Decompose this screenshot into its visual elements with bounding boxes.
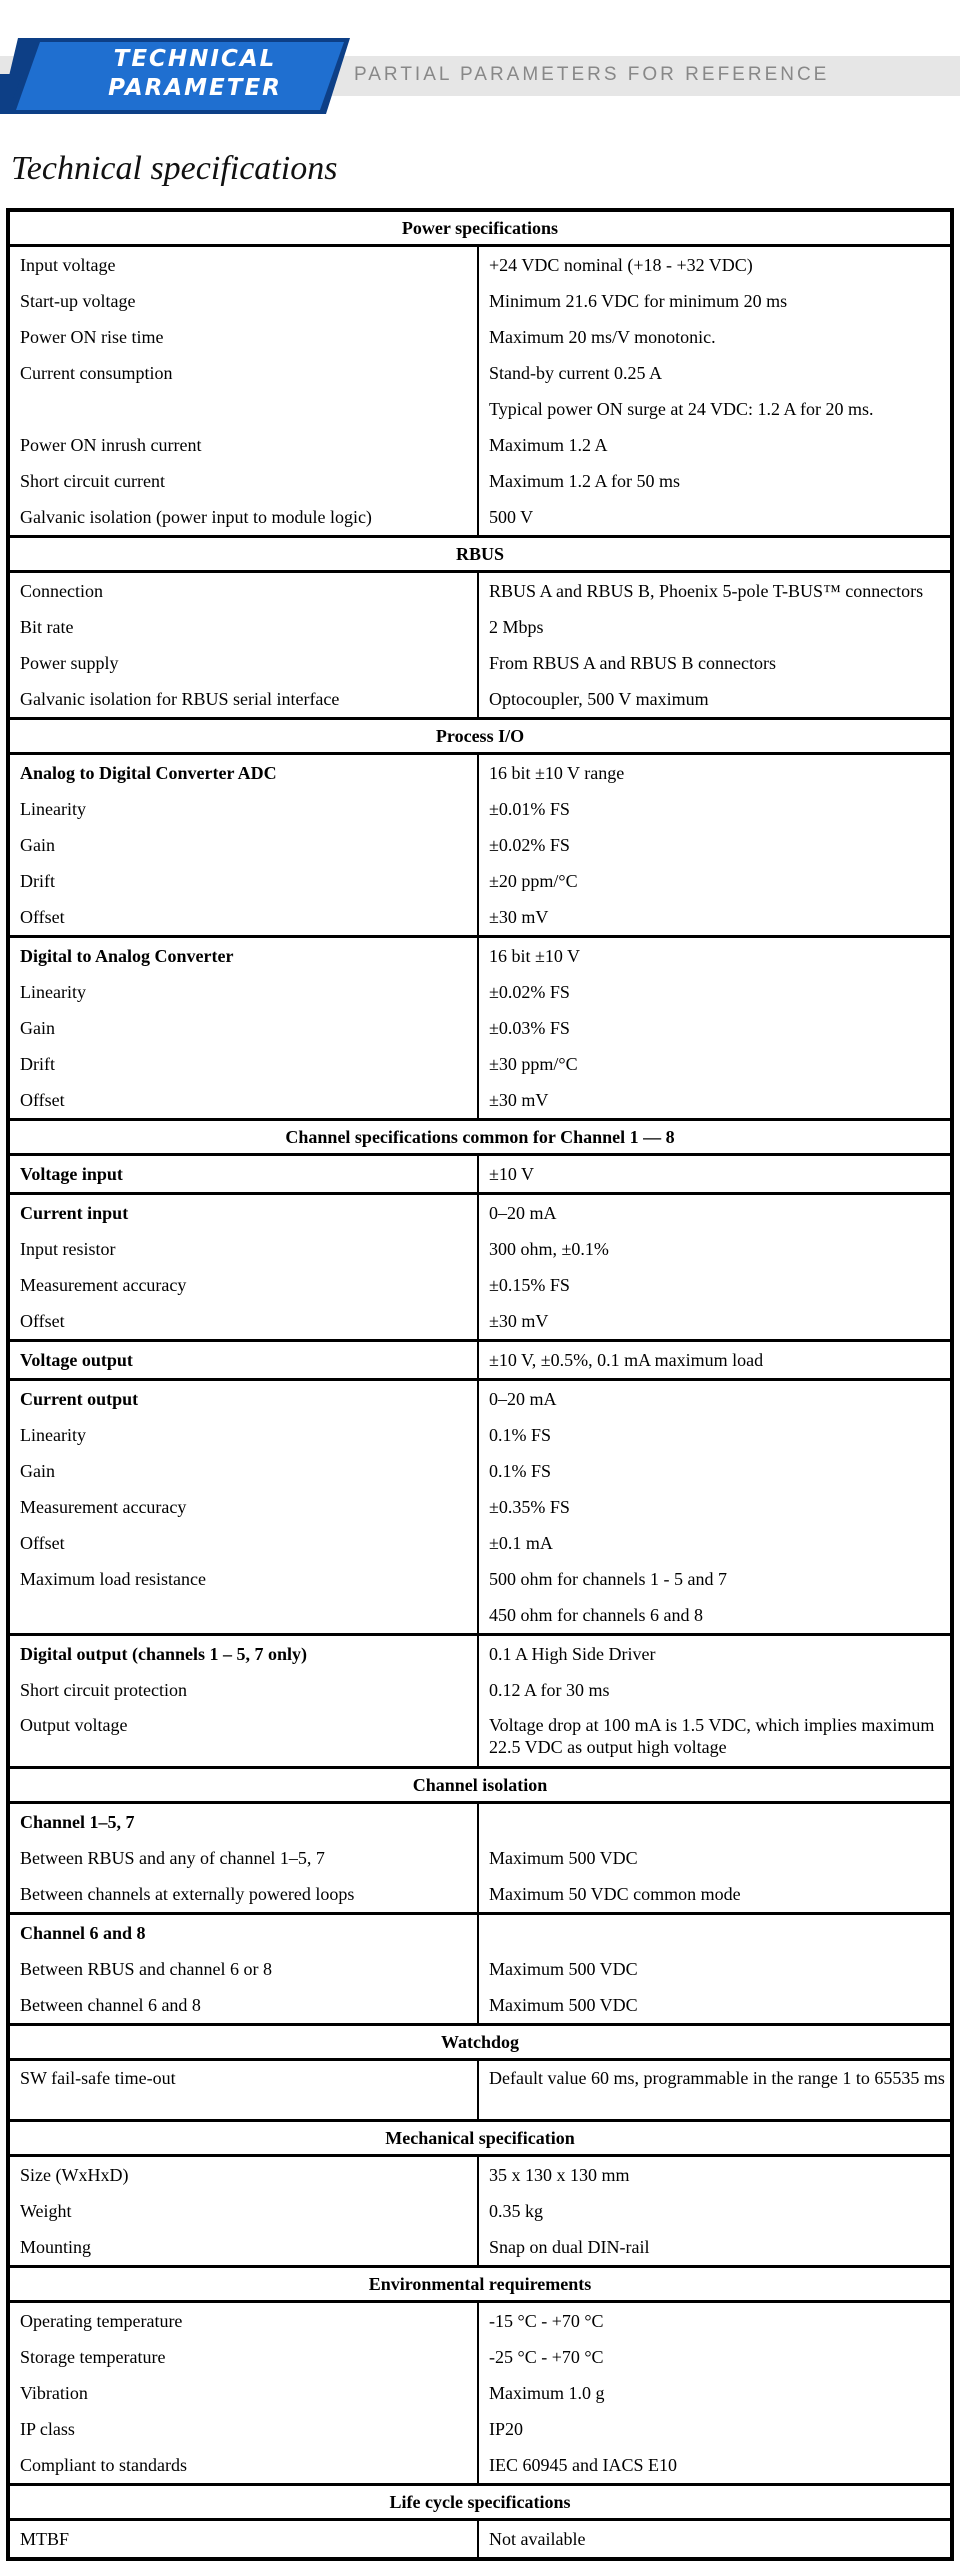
spec-value: From RBUS A and RBUS B connectors: [489, 653, 777, 673]
spec-group: [10, 1804, 950, 1915]
spec-value: ±0.02% FS: [489, 835, 570, 855]
section-heading: RBUS: [10, 538, 950, 573]
spec-label: Short circuit current: [20, 471, 165, 491]
spec-label: Power ON rise time: [20, 327, 164, 347]
spec-group: [10, 247, 950, 538]
spec-label: Between RBUS and any of channel 1–5, 7: [20, 1848, 325, 1868]
spec-value: ±30 mV: [489, 1090, 549, 1110]
spec-label: Output voltage: [20, 1715, 128, 1735]
spec-value: ±0.01% FS: [489, 799, 570, 819]
spec-label: Short circuit protection: [20, 1680, 187, 1700]
spec-value: +24 VDC nominal (+18 - +32 VDC): [489, 255, 753, 275]
section-heading: Watchdog: [10, 2026, 950, 2061]
spec-label: Measurement accuracy: [20, 1497, 187, 1517]
spec-value: Voltage drop at 100 mA is 1.5 VDC, which implies maximum 22.5 VDC as output high voltage: [489, 1715, 935, 1757]
spec-label: Offset: [20, 1090, 65, 1110]
spec-label: MTBF: [20, 2529, 70, 2549]
spec-value: ±10 V, ±0.5%, 0.1 mA maximum load: [489, 1350, 764, 1370]
spec-label: Digital output (channels 1 – 5, 7 only): [20, 1644, 308, 1664]
spec-value: Maximum 500 VDC: [489, 1959, 638, 1979]
spec-value: 0.35 kg: [489, 2201, 543, 2221]
spec-value: IP20: [489, 2419, 524, 2439]
spec-value: 0.12 A for 30 ms: [489, 1680, 610, 1700]
section-heading: Process I/O: [10, 720, 950, 755]
spec-group: [10, 2303, 950, 2486]
spec-label: Voltage output: [20, 1350, 133, 1370]
spec-table: [6, 208, 954, 2561]
spec-value: Maximum 1.0 g: [489, 2383, 605, 2403]
spec-value: Maximum 20 ms/V monotonic.: [489, 327, 716, 347]
spec-label: Between channel 6 and 8: [20, 1995, 201, 2015]
spec-value: Optocoupler, 500 V maximum: [489, 689, 709, 709]
spec-value: [479, 1915, 950, 1951]
spec-value: -25 °C - +70 °C: [489, 2347, 604, 2367]
spec-label: Channel 1–5, 7: [20, 1812, 135, 1832]
spec-label: Current consumption: [20, 363, 173, 383]
spec-label: Between RBUS and channel 6 or 8: [20, 1959, 272, 1979]
spec-value: 0.1 A High Side Driver: [489, 1644, 656, 1664]
spec-value: [479, 1804, 950, 1840]
banner-subtitle: PARTIAL PARAMETERS FOR REFERENCE: [354, 64, 830, 85]
spec-label: Input resistor: [20, 1239, 116, 1259]
spec-label: Compliant to standards: [20, 2455, 187, 2475]
spec-label: [10, 391, 477, 427]
spec-label: Gain: [20, 1018, 55, 1038]
spec-value: RBUS A and RBUS B, Phoenix 5-pole T-BUS™ connectors: [489, 581, 924, 601]
spec-value: 450 ohm for channels 6 and 8: [489, 1605, 703, 1625]
spec-label: Measurement accuracy: [20, 1275, 187, 1295]
spec-value: Default value 60 ms, programmable in the range 1 to 65535 ms: [489, 2068, 945, 2088]
spec-value: ±20 ppm/°C: [489, 871, 578, 891]
spec-group: [10, 2157, 950, 2268]
spec-value: ±10 V: [489, 1164, 535, 1184]
banner-title: [100, 45, 290, 103]
spec-label: Connection: [20, 581, 103, 601]
spec-label: Between channels at externally powered loops: [20, 1884, 355, 1904]
spec-label: Linearity: [20, 982, 86, 1002]
spec-group: [10, 755, 950, 938]
section-heading: Life cycle specifications: [10, 2486, 950, 2521]
spec-group: [10, 1195, 950, 1342]
spec-value: ±0.1 mA: [489, 1533, 553, 1553]
spec-group: [10, 1381, 950, 1636]
spec-label: Weight: [20, 2201, 72, 2221]
spec-label: Digital to Analog Converter: [20, 946, 234, 966]
section-heading: Mechanical specification: [10, 2122, 950, 2157]
spec-value: ±0.03% FS: [489, 1018, 570, 1038]
spec-value: 300 ohm, ±0.1%: [489, 1239, 609, 1259]
spec-label: Power ON inrush current: [20, 435, 202, 455]
section-heading: Channel specifications common for Channel 1 — 8: [10, 1121, 950, 1156]
spec-label: Linearity: [20, 799, 86, 819]
spec-value: 0–20 mA: [489, 1203, 557, 1223]
spec-label: Analog to Digital Converter ADC: [20, 763, 277, 783]
spec-label: Offset: [20, 1533, 65, 1553]
spec-label: Voltage input: [20, 1164, 123, 1184]
banner-title-line2: PARAMETER: [108, 75, 282, 101]
spec-label: Drift: [20, 871, 55, 891]
spec-value: IEC 60945 and IACS E10: [489, 2455, 677, 2475]
banner-title-line1: TECHNICAL: [113, 46, 277, 72]
spec-group: [10, 938, 950, 1121]
spec-label: Gain: [20, 835, 55, 855]
spec-group: [10, 1915, 950, 2026]
spec-value: Maximum 500 VDC: [489, 1995, 638, 2015]
spec-label: SW fail-safe time-out: [20, 2068, 176, 2088]
spec-value: 35 x 130 x 130 mm: [489, 2165, 630, 2185]
spec-label: Linearity: [20, 1425, 86, 1445]
spec-label: Storage temperature: [20, 2347, 166, 2367]
spec-label: Power supply: [20, 653, 119, 673]
spec-label: Offset: [20, 907, 65, 927]
spec-group: [10, 2521, 950, 2557]
spec-label: Bit rate: [20, 617, 74, 637]
spec-value: -15 °C - +70 °C: [489, 2311, 604, 2331]
spec-value: Typical power ON surge at 24 VDC: 1.2 A for 20 ms.: [489, 399, 874, 419]
spec-value: ±30 ppm/°C: [489, 1054, 578, 1074]
spec-value: Maximum 500 VDC: [489, 1848, 638, 1868]
spec-value: ±0.02% FS: [489, 982, 570, 1002]
spec-value: Maximum 50 VDC common mode: [489, 1884, 741, 1904]
spec-label: Vibration: [20, 2383, 88, 2403]
spec-value: ±0.15% FS: [489, 1275, 570, 1295]
spec-value: Not available: [489, 2529, 586, 2549]
spec-label: Galvanic isolation (power input to module logic): [20, 507, 372, 527]
spec-label: Gain: [20, 1461, 55, 1481]
spec-label: Drift: [20, 1054, 55, 1074]
spec-group: [10, 1636, 950, 1769]
spec-value: ±30 mV: [489, 1311, 549, 1331]
spec-value: 0–20 mA: [489, 1389, 557, 1409]
spec-label: Channel 6 and 8: [20, 1923, 146, 1943]
spec-value: 500 ohm for channels 1 - 5 and 7: [489, 1569, 727, 1589]
spec-label: Galvanic isolation for RBUS serial interface: [20, 689, 340, 709]
spec-value: 0.1% FS: [489, 1461, 552, 1481]
spec-value: ±30 mV: [489, 907, 549, 927]
spec-group: [10, 2061, 950, 2122]
spec-group: [10, 1342, 950, 1381]
spec-value: Maximum 1.2 A for 50 ms: [489, 471, 681, 491]
spec-label: Maximum load resistance: [20, 1569, 206, 1589]
spec-value: ±0.35% FS: [489, 1497, 570, 1517]
document-title: Technical specifications: [11, 150, 338, 187]
spec-label: Size (WxHxD): [20, 2165, 129, 2185]
spec-label: Current output: [20, 1389, 139, 1409]
section-heading: Channel isolation: [10, 1769, 950, 1804]
spec-group: [10, 573, 950, 720]
spec-group: [10, 1156, 950, 1195]
spec-label: [10, 1597, 477, 1633]
spec-label: Offset: [20, 1311, 65, 1331]
spec-value: 500 V: [489, 507, 534, 527]
spec-label: IP class: [20, 2419, 75, 2439]
spec-label: Start-up voltage: [20, 291, 136, 311]
section-heading: Power specifications: [10, 212, 950, 247]
spec-label: Operating temperature: [20, 2311, 183, 2331]
spec-value: Maximum 1.2 A: [489, 435, 608, 455]
section-heading: Environmental requirements: [10, 2268, 950, 2303]
spec-value: Minimum 21.6 VDC for minimum 20 ms: [489, 291, 788, 311]
spec-label: Current input: [20, 1203, 129, 1223]
spec-value: Snap on dual DIN-rail: [489, 2237, 650, 2257]
spec-value: 16 bit ±10 V range: [489, 763, 625, 783]
spec-label: Input voltage: [20, 255, 116, 275]
spec-value: 2 Mbps: [489, 617, 544, 637]
spec-label: Mounting: [20, 2237, 92, 2257]
spec-value: Stand-by current 0.25 A: [489, 363, 662, 383]
spec-value: 16 bit ±10 V: [489, 946, 581, 966]
spec-value: 0.1% FS: [489, 1425, 552, 1445]
